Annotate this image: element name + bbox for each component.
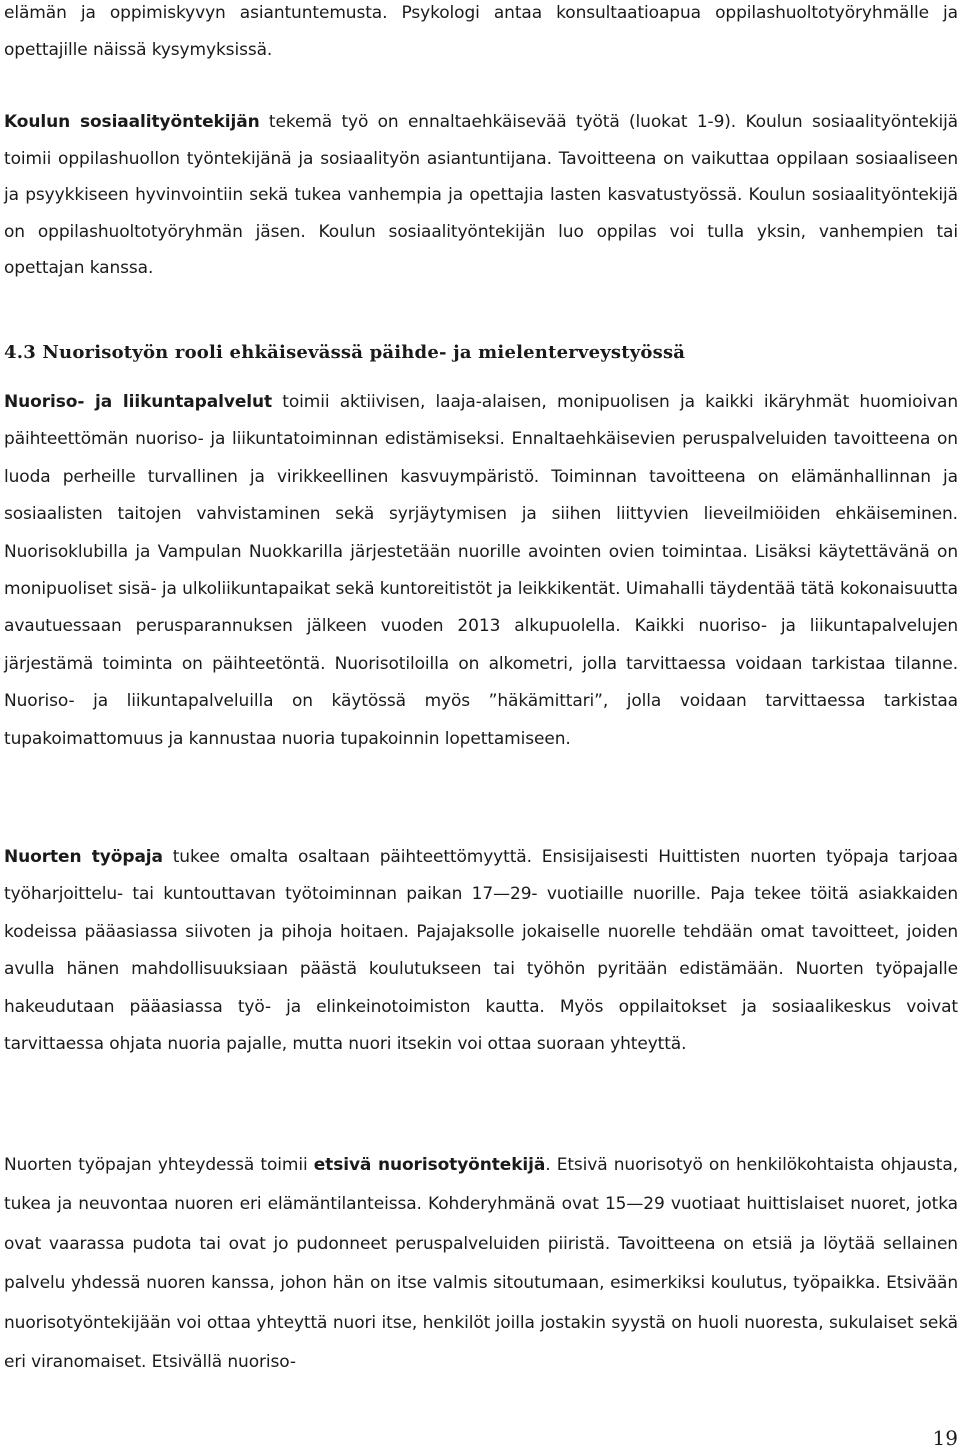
paragraph-text: elämän ja oppimiskyvyn asiantuntemusta. Psykologi antaa konsultaatioapua oppilashuoltotyöryhmälle ja opettajille näissä kysymyksissä.: [4, 3, 958, 60]
paragraph-psychologist: [4, 0, 958, 68]
paragraph-youth-sports-services: [4, 384, 958, 758]
section-heading: 4.3 Nuorisotyön rooli ehkäisevässä päihde- ja mielenterveystyössä: [4, 342, 686, 363]
paragraph-outreach-youth-worker: [4, 1146, 958, 1382]
paragraph-school-social-worker: [4, 104, 958, 287]
paragraph-lead-bold: Koulun sosiaalityöntekijän: [4, 112, 260, 132]
paragraph-lead-bold: etsivä nuorisotyöntekijä: [313, 1155, 546, 1175]
paragraph-youth-workshop: [4, 839, 958, 1063]
paragraph-text: tukee omalta osaltaan päihteettömyyttä. Ensisijaisesti Huittisten nuorten työpaja tarjoaa työharjoittelu- tai kuntouttavan työtoiminnan paikan 17—29- vuotiaille nuorille. Paja tekee töitä asiakkaiden kodeissa pääasiassa siivoten ja pihoja hoitaen. Pajajaksolle jokaiselle nuorelle tehdään omat tavoitteet, joiden avulla hänen mahdollisuuksiaan päästä koulutukseen tai työhön pyritään edistämään. Nuorten työpajalle hakeudutaan pääasiassa työ- ja elinkeinotoimiston kautta. Myös oppilaitokset ja sosiaalikeskus voivat tarvittaessa ohjata nuoria pajalle, mutta nuori itsekin voi ottaa suoraan yhteyttä.: [4, 847, 959, 1055]
paragraph-lead-bold: Nuorten työpaja: [4, 847, 163, 867]
paragraph-text: tekemä työ on ennaltaehkäisevää työtä (luokat 1-9). Koulun sosiaalityöntekijä toimii oppilashuollon työntekijänä ja sosiaalityön asiantuntijana. Tavoitteena on vaikuttaa oppilaan sosiaaliseen ja psyykkiseen hyvinvointiin sekä tukea vanhempia ja opettajia lasten kasvatustyössä. Koulun sosiaalityöntekijä on oppilashuoltotyöryhmän jäsen. Koulun sosiaalityöntekijän luo oppilas voi tulla yksin, vanhempien tai opettajan kanssa.: [4, 112, 959, 279]
paragraph-text: . Etsivä nuorisotyö on henkilökohtaista ohjausta, tukea ja neuvontaa nuoren eri elämäntilanteissa. Kohderyhmänä ovat 15—29 vuotiaat huittislaiset nuoret, jotka ovat vaarassa pudota tai ovat jo pudonneet peruspalveluiden piiristä. Tavoitteena on etsiä ja löytää sellainen palvelu yhdessä nuoren kanssa, johon hän on itse valmis sitoutumaan, esimerkiksi koulutus, työpaikka. Etsivään nuorisotyöntekijään voi ottaa yhteyttä nuori itse, henkilöt joilla jostakin syystä on huoli nuoresta, sukulaiset sekä eri viranomaiset. Etsivällä nuoriso-: [4, 1155, 958, 1373]
paragraph-text-pre: Nuorten työpajan yhteydessä toimii: [4, 1155, 314, 1175]
page-number: 19: [932, 1426, 958, 1450]
paragraph-text: toimii aktiivisen, laaja-alaisen, monipuolisen ja kaikki ikäryhmät huomioivan päihteettömän nuoriso- ja liikuntatoiminnan edistämiseksi. Ennaltaehkäisevien peruspalveluiden tavoitteena on luoda perheille turvallinen ja virikkeellinen kasvuympäristö. Toiminnan tavoitteena on elämänhallinnan ja sosiaalisten taitojen vahvistaminen sekä syrjäytymisen ja siihen liittyvien lieveilmiöiden ehkäiseminen. Nuorisoklubilla ja Vampulan Nuokkarilla järjestetään nuorille avointen ovien toimintaa. Lisäksi käytettävänä on monipuoliset sisä- ja ulkoliikuntapaikat sekä kuntoreitistöt ja leikkikentät. Uimahalli täydentää tätä kokonaisuutta avautuessaan perusparannuksen jälkeen vuoden 2013 alkupuolella. Kaikki nuoriso- ja liikuntapalvelujen järjestämä toiminta on päihteetöntä. Nuorisotiloilla on alkometri, jolla tarvittaessa voidaan tarkistaa tilanne. Nuoriso- ja liikuntapalveluilla on käytössä myös ”häkämittari”, jolla voidaan tarvittaessa tarkistaa tupakoimattomuus ja kannustaa nuoria tupakoinnin lopettamiseen.: [4, 392, 959, 749]
paragraph-lead-bold: Nuoriso- ja liikuntapalvelut: [4, 392, 273, 412]
